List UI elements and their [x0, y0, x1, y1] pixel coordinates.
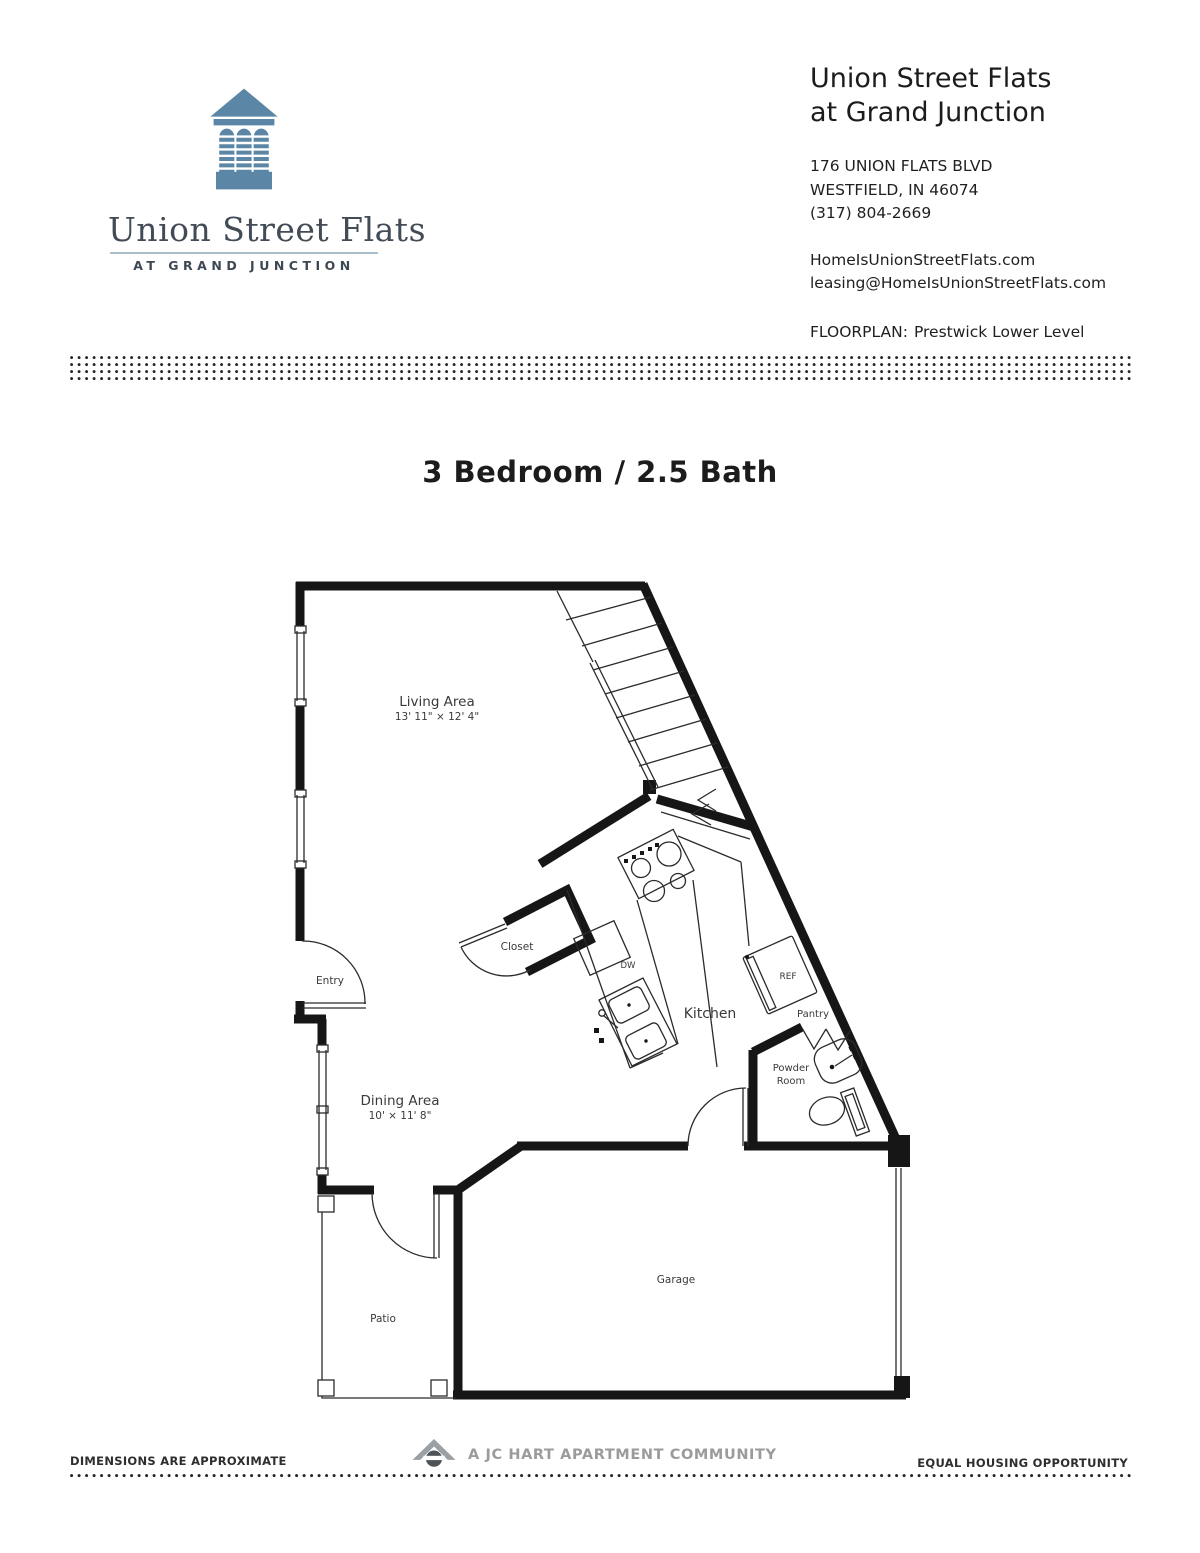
dishwasher-label: DW	[620, 961, 636, 971]
jchart-house-icon	[410, 1436, 458, 1473]
living-area-dims: 13' 11" × 12' 4"	[394, 711, 480, 723]
window-dining	[317, 1045, 328, 1175]
equal-housing-text: EQUAL HOUSING OPPORTUNITY	[917, 1456, 1128, 1470]
patio-door	[434, 1193, 439, 1258]
floorplan-line	[810, 321, 1106, 345]
staircase	[557, 591, 750, 839]
floorplan-label: FLOORPLAN:	[810, 322, 908, 341]
patio-post	[431, 1380, 447, 1396]
address-city: WESTFIELD, IN 46074	[810, 180, 979, 199]
property-header	[810, 62, 1106, 344]
phone-number: (317) 804-2669	[810, 204, 932, 222]
kitchen-label: Kitchen	[683, 1006, 737, 1022]
patio	[318, 1193, 456, 1398]
closet-label: Closet	[500, 941, 534, 953]
powder-room-label-line1: Powder	[772, 1063, 810, 1074]
address-street: 176 UNION FLATS BLVD	[810, 157, 993, 175]
powder-door	[743, 1088, 748, 1146]
dotted-divider	[70, 356, 1132, 383]
footer-dotted-rule	[70, 1474, 1132, 1479]
entry-label: Entry	[316, 975, 344, 987]
refrigerator-label: REF	[779, 972, 797, 982]
patio-post	[318, 1196, 334, 1212]
garage-label: Garage	[656, 1274, 696, 1286]
stove	[618, 829, 694, 898]
brand-logo	[108, 74, 427, 273]
leasing-email: leasing@HomeIsUnionStreetFlats.com	[810, 274, 1107, 292]
floorplan-name: Prestwick Lower Level	[913, 322, 1085, 341]
garage-wall-right	[896, 1168, 901, 1376]
jchart-brand	[410, 1436, 777, 1473]
pantry-label: Pantry	[797, 1009, 829, 1020]
window-left-upper	[295, 626, 306, 706]
dimensions-disclaimer: DIMENSIONS ARE APPROXIMATE	[70, 1454, 287, 1468]
living-area-label: Living Area	[399, 694, 475, 710]
property-name-line1: Union Street Flats	[810, 63, 1052, 94]
window-left-lower	[295, 790, 306, 868]
cupola-icon	[208, 74, 280, 204]
property-name-line2: at Grand Junction	[810, 97, 1046, 128]
floorplan-drawing	[280, 565, 920, 1410]
logo-rule	[110, 252, 378, 254]
logo-tagline: AT GRAND JUNCTION	[133, 257, 355, 273]
jchart-community-text: A JC HART APARTMENT COMMUNITY	[468, 1446, 777, 1463]
patio-label: Patio	[370, 1313, 396, 1325]
website-url: HomeIsUnionStreetFlats.com	[810, 250, 1036, 269]
dining-area-label: Dining Area	[360, 1093, 440, 1109]
plan-title: 3 Bedroom / 2.5 Bath	[422, 455, 778, 489]
dining-area-dims: 10' × 11' 8"	[368, 1110, 432, 1122]
counter-edge	[567, 890, 630, 1068]
logo-wordmark: Union Street Flats	[108, 210, 427, 249]
patio-post	[318, 1380, 334, 1396]
powder-room-label-line2: Room	[776, 1076, 806, 1087]
